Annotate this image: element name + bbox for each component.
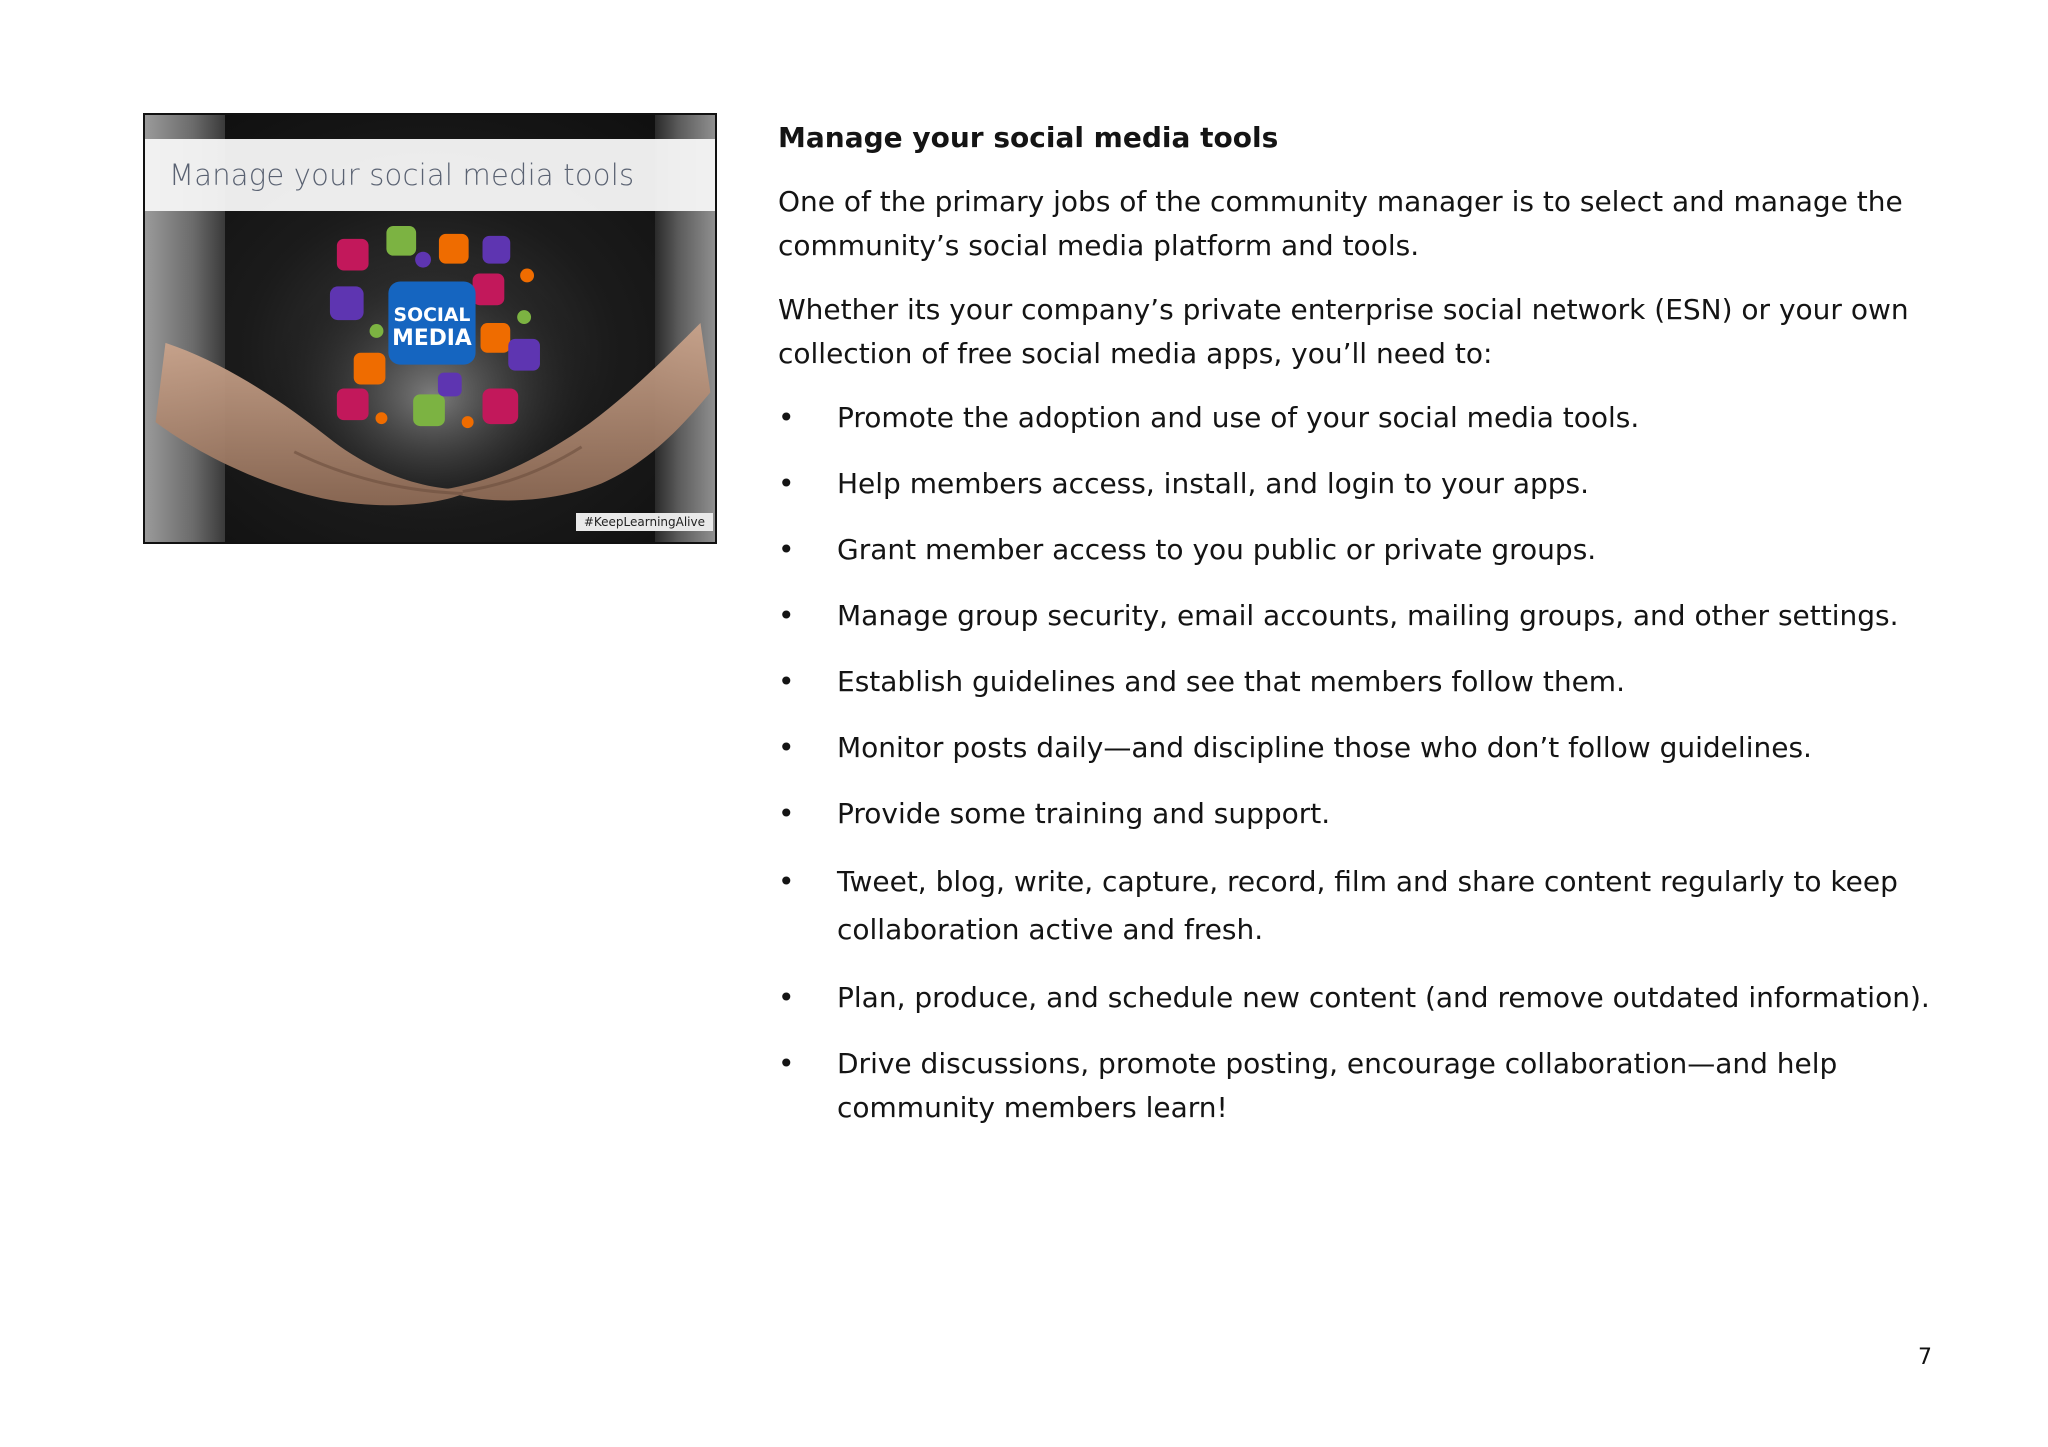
app-dot (370, 324, 384, 338)
app-icon (439, 234, 469, 264)
slide-title: Manage your social media tools (169, 158, 635, 192)
list-item: • Grant member access to you public or private groups. (778, 528, 1958, 572)
app-icon (337, 239, 369, 271)
list-item: • Plan, produce, and schedule new content (and remove outdated information). (778, 976, 1958, 1020)
app-dot (415, 252, 431, 268)
app-icon (508, 339, 540, 371)
bullet: • (778, 401, 795, 434)
app-icon (483, 388, 519, 424)
bullet: • (778, 797, 795, 830)
bullet: • (778, 533, 795, 566)
task-list (778, 396, 1958, 1130)
list-item: • Tweet, blog, write, capture, record, film and share content regularly to keep collaboration active and fresh. (778, 858, 1958, 954)
list-item: • Drive discussions, promote posting, encourage collaboration—and help community members learn! (778, 1042, 1958, 1130)
bullet: • (778, 599, 795, 632)
app-icon (483, 236, 511, 264)
bullet: • (778, 467, 795, 500)
app-dot (517, 310, 531, 324)
app-icon (473, 274, 505, 306)
media-label: MEDIA (392, 325, 472, 351)
slide-title-banner (145, 139, 715, 211)
slide-thumbnail (143, 113, 717, 544)
app-icon (354, 353, 386, 385)
bullet: • (778, 981, 795, 1014)
bullet: • (778, 665, 795, 698)
list-item: • Manage group security, email accounts, mailing groups, and other settings. (778, 594, 1958, 638)
lead-paragraph: Whether its your company’s private enterprise social network (ESN) or your own collection of free social media apps, you’ll need to: (778, 293, 1909, 370)
app-dot (376, 412, 388, 424)
app-icon (438, 373, 462, 397)
list-item: • Provide some training and support. (778, 792, 1958, 836)
app-icon (413, 394, 445, 426)
app-icon (337, 388, 369, 420)
app-dot (520, 269, 534, 283)
app-icon (481, 323, 511, 353)
notes-column (778, 116, 1958, 1152)
app-icon (330, 286, 364, 320)
list-item: • Promote the adoption and use of your social media tools. (778, 396, 1958, 440)
list-item: • Establish guidelines and see that members follow them. (778, 660, 1958, 704)
bullet: • (778, 865, 795, 898)
section-heading: Manage your social media tools (778, 121, 1279, 154)
list-item: • Help members access, install, and login to your apps. (778, 462, 1958, 506)
app-icon (386, 226, 416, 256)
bullet: • (778, 731, 795, 764)
hashtag-label: #KeepLearningAlive (576, 513, 713, 531)
page-number: 7 (1918, 1345, 1932, 1370)
social-label: SOCIAL (393, 305, 471, 327)
intro-paragraph: One of the primary jobs of the community manager is to select and manage the community’s social media platform and tools. (778, 185, 1903, 262)
app-dot (462, 416, 474, 428)
list-item: • Monitor posts daily—and discipline those who don’t follow guidelines. (778, 726, 1958, 770)
bullet: • (778, 1047, 795, 1080)
